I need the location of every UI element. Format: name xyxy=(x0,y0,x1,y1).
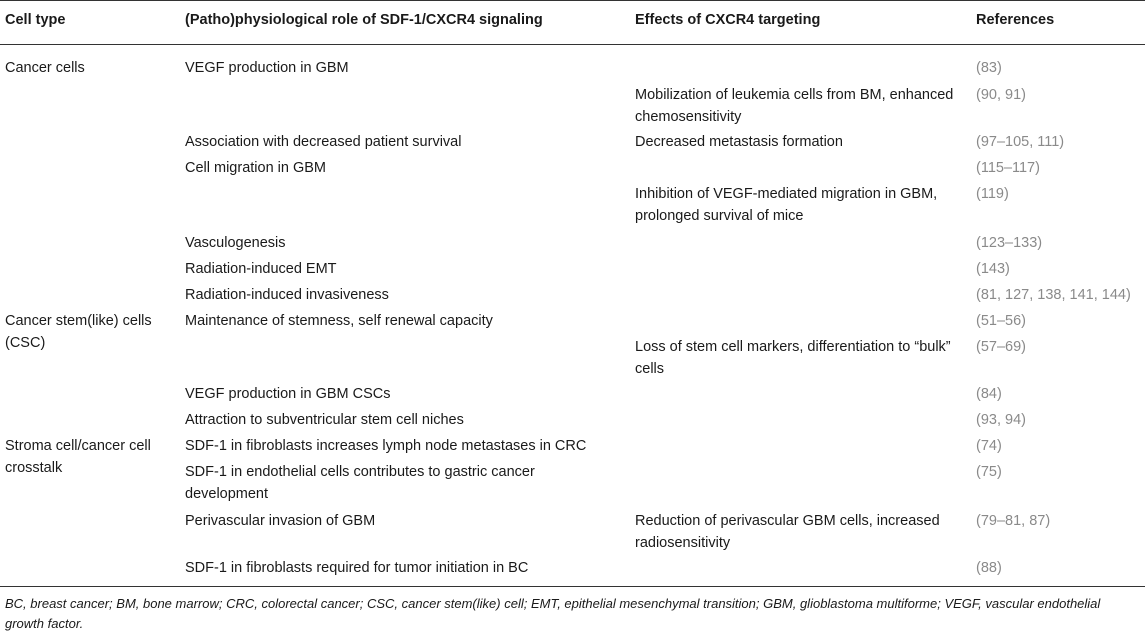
role-cell: Maintenance of stemness, self renewal capacity xyxy=(185,313,493,329)
role-cell: Radiation-induced EMT xyxy=(185,261,337,277)
role-cell: Association with decreased patient survival xyxy=(185,134,462,150)
reference-cell: (115–117) xyxy=(976,160,1040,176)
role-cell: SDF-1 in fibroblasts increases lymph node metastases in CRC xyxy=(185,438,587,454)
group-label: Cancer stem(like) cells (CSC) xyxy=(5,313,152,351)
reference-cell: (93, 94) xyxy=(976,412,1026,428)
effect-cell: Reduction of perivascular GBM cells, increased radiosensitivity xyxy=(635,513,940,551)
reference-cell: (84) xyxy=(976,386,1002,402)
role-cell: Vasculogenesis xyxy=(185,235,286,251)
reference-cell: (119) xyxy=(976,186,1009,202)
header-references: References xyxy=(976,12,1055,28)
reference-cell: (143) xyxy=(976,261,1010,277)
group-label: Cancer cells xyxy=(5,60,85,76)
reference-cell: (74) xyxy=(976,438,1002,454)
effect-cell: Mobilization of leukemia cells from BM, enhanced chemosensitivity xyxy=(635,87,954,125)
role-cell: Attraction to subventricular stem cell niches xyxy=(185,412,464,428)
header-role: (Patho)physiological role of SDF-1/CXCR4 signaling xyxy=(185,12,543,28)
reference-cell: (123–133) xyxy=(976,235,1043,251)
role-cell: Radiation-induced invasiveness xyxy=(185,287,389,303)
reference-cell: (81, 127, 138, 141, 144) xyxy=(976,287,1131,303)
effect-cell: Inhibition of VEGF-mediated migration in GBM, prolonged survival of mice xyxy=(635,186,938,224)
header-cell-type: Cell type xyxy=(5,12,66,28)
role-cell: SDF-1 in endothelial cells contributes to gastric cancer development xyxy=(185,464,535,502)
header-rule xyxy=(0,44,1145,45)
role-cell: SDF-1 in fibroblasts required for tumor initiation in BC xyxy=(185,560,529,576)
reference-cell: (83) xyxy=(976,60,1002,76)
effect-cell: Loss of stem cell markers, differentiation to “bulk” cells xyxy=(635,339,951,377)
table-bottom-rule xyxy=(0,586,1145,587)
reference-cell: (51–56) xyxy=(976,313,1026,329)
group-label: Stroma cell/cancer cell crosstalk xyxy=(5,438,151,476)
table-top-rule xyxy=(0,0,1145,1)
role-cell: Perivascular invasion of GBM xyxy=(185,513,376,529)
reference-cell: (79–81, 87) xyxy=(976,513,1051,529)
effect-cell: Decreased metastasis formation xyxy=(635,134,843,150)
reference-cell: (57–69) xyxy=(976,339,1026,355)
reference-cell: (88) xyxy=(976,560,1002,576)
header-effects: Effects of CXCR4 targeting xyxy=(635,12,821,28)
reference-cell: (97–105, 111) xyxy=(976,134,1065,150)
role-cell: VEGF production in GBM xyxy=(185,60,349,76)
reference-cell: (75) xyxy=(976,464,1002,480)
table-footnote: BC, breast cancer; BM, bone marrow; CRC, colorectal cancer; CSC, cancer stem(like) cell; EMT, epithelial mesenchymal transition; GBM, glioblastoma multiforme; VEGF, vascular endothelial growth factor. xyxy=(5,596,1101,631)
role-cell: VEGF production in GBM CSCs xyxy=(185,386,391,402)
reference-cell: (90, 91) xyxy=(976,87,1026,103)
role-cell: Cell migration in GBM xyxy=(185,160,327,176)
